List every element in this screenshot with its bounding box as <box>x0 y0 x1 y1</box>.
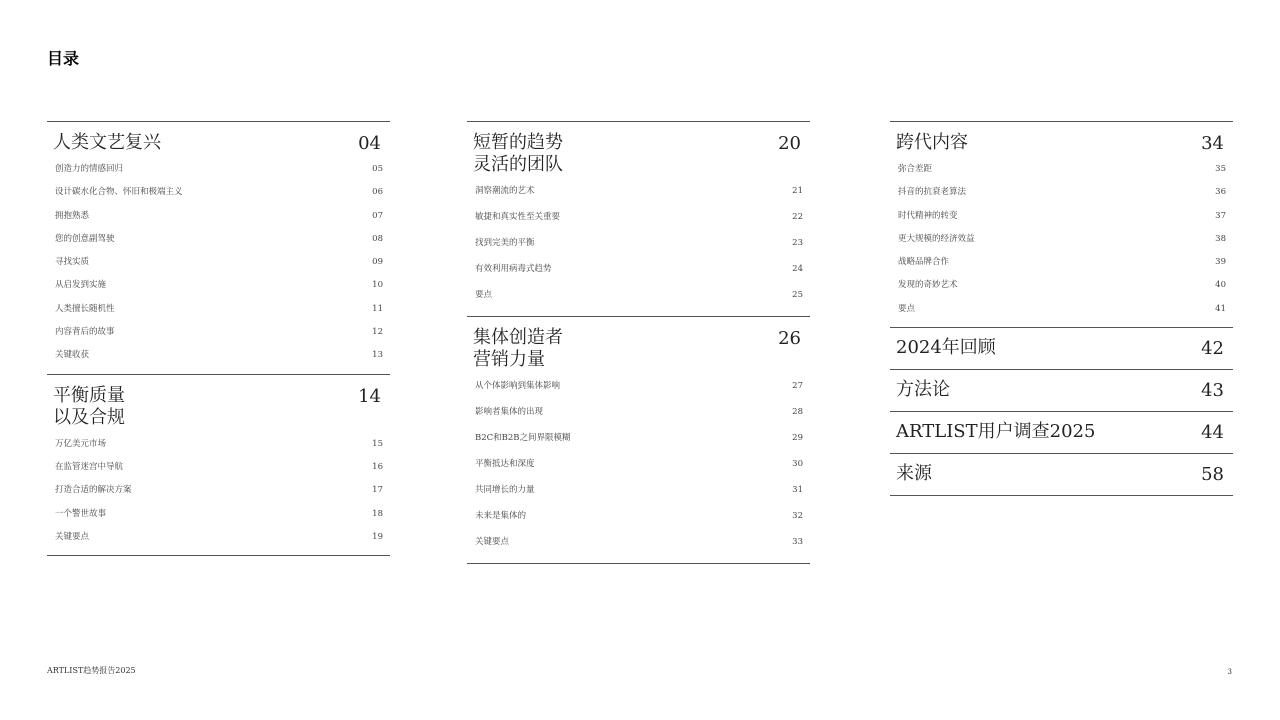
toc-section-header[interactable] <box>890 412 1233 453</box>
toc-subsection-item[interactable] <box>53 251 384 274</box>
toc-subsection-label: 弥合差距 <box>898 164 933 174</box>
toc-section-header[interactable] <box>467 122 810 176</box>
toc-subsection-page-number: 30 <box>792 459 803 469</box>
toc-subsection-label: 影响者集体的出现 <box>475 407 544 417</box>
toc-subsection-label: 发现的奇妙艺术 <box>898 280 958 291</box>
toc-subsection-item[interactable] <box>53 298 384 321</box>
toc-column-3 <box>890 121 1233 496</box>
toc-section-header[interactable] <box>890 370 1233 411</box>
toc-subsection-item[interactable] <box>53 433 384 456</box>
toc-subsection-label: 有效利用病毒式趋势 <box>475 264 552 274</box>
toc-subsection-item[interactable] <box>53 479 384 502</box>
toc-subsection-label: 更大规模的经济效益 <box>898 233 975 244</box>
toc-section-header[interactable] <box>890 122 1233 154</box>
toc-subsection-item[interactable] <box>473 258 804 284</box>
toc-subsection-label: 敏捷和真实性至关重要 <box>475 212 561 222</box>
toc-subsection-page-number: 37 <box>1215 210 1226 221</box>
toc-subsection-item[interactable] <box>473 531 804 557</box>
toc-subsection-item[interactable] <box>896 298 1227 321</box>
toc-subsection-item[interactable] <box>53 181 384 204</box>
toc-section-header[interactable] <box>47 122 390 154</box>
toc-section-page-number: 26 <box>778 328 801 349</box>
toc-subsection-label: 关键收获 <box>55 350 90 361</box>
toc-subsection-page-number: 24 <box>792 264 803 274</box>
toc-section[interactable] <box>890 121 1233 327</box>
toc-subsection-page-number: 07 <box>372 210 383 221</box>
toc-subsection-item[interactable] <box>896 251 1227 274</box>
toc-section-page-number: 58 <box>1201 464 1224 486</box>
toc-section-page-number: 42 <box>1201 338 1224 360</box>
toc-subsection-label: 在监管迷宫中导航 <box>55 461 124 472</box>
toc-subsection-item[interactable] <box>473 206 804 232</box>
toc-subsection-item[interactable] <box>53 158 384 181</box>
toc-subsection-label: 关键要点 <box>55 531 90 542</box>
toc-section-header[interactable] <box>890 328 1233 369</box>
toc-subsection-page-number: 11 <box>372 303 383 314</box>
toc-subsection-page-number: 32 <box>792 511 803 521</box>
toc-subsection-label: 打造合适的解决方案 <box>55 485 132 496</box>
toc-section[interactable] <box>47 121 390 374</box>
toc-subsection-page-number: 10 <box>372 280 383 291</box>
toc-subsection-item[interactable] <box>473 453 804 479</box>
toc-subsection-item[interactable] <box>53 228 384 251</box>
toc-section[interactable] <box>890 327 1233 369</box>
toc-subsection-label: 人类擅长随机性 <box>55 303 115 314</box>
toc-subsection-label: 拥抱熟悉 <box>55 210 90 221</box>
toc-section-title: 短暂的趋势 灵活的团队 <box>473 132 563 175</box>
toc-subsection-list <box>47 429 390 555</box>
toc-subsection-item[interactable] <box>53 503 384 526</box>
toc-subsection-page-number: 12 <box>372 327 383 338</box>
toc-section[interactable] <box>890 453 1233 496</box>
toc-section-header[interactable] <box>47 375 390 429</box>
toc-subsection-item[interactable] <box>473 505 804 531</box>
toc-subsection-label: 创造力的情感回归 <box>55 164 124 174</box>
toc-subsection-item[interactable] <box>896 181 1227 204</box>
toc-subsection-label: 内容背后的故事 <box>55 327 115 338</box>
toc-subsection-item[interactable] <box>53 274 384 297</box>
toc-subsection-page-number: 18 <box>372 508 383 519</box>
toc-column-1 <box>47 121 390 556</box>
toc-section-page-number: 43 <box>1201 380 1224 402</box>
toc-subsection-label: 找到完美的平衡 <box>475 238 535 248</box>
toc-section-page-number: 14 <box>358 385 381 407</box>
toc-subsection-list <box>890 154 1233 327</box>
toc-subsection-item[interactable] <box>896 205 1227 228</box>
page-title: 目录 <box>47 49 80 68</box>
toc-subsection-page-number: 36 <box>1215 187 1226 198</box>
toc-subsection-item[interactable] <box>473 479 804 505</box>
toc-subsection-item[interactable] <box>896 228 1227 251</box>
toc-subsection-label: 要点 <box>898 303 916 314</box>
toc-subsection-page-number: 25 <box>792 290 803 300</box>
toc-section-title: 跨代内容 <box>896 132 968 153</box>
toc-subsection-item[interactable] <box>53 344 384 367</box>
toc-section-title: 2024年回顾 <box>896 337 996 359</box>
toc-subsection-label: 从启发到实施 <box>55 280 107 291</box>
toc-subsection-label: 洞察潮流的艺术 <box>475 186 535 196</box>
toc-subsection-page-number: 15 <box>372 438 383 449</box>
toc-subsection-item[interactable] <box>53 205 384 228</box>
toc-subsection-page-number: 21 <box>792 186 803 196</box>
toc-subsection-list <box>467 176 810 316</box>
toc-subsection-label: 关键要点 <box>475 537 510 547</box>
toc-subsection-page-number: 16 <box>372 461 383 472</box>
toc-section-title: 人类文艺复兴 <box>53 132 161 153</box>
toc-subsection-page-number: 29 <box>792 433 803 443</box>
toc-subsection-list <box>467 371 810 563</box>
toc-section[interactable] <box>890 369 1233 411</box>
toc-subsection-label: 要点 <box>475 290 493 300</box>
toc-subsection-label: 万亿美元市场 <box>55 438 107 449</box>
toc-section-page-number: 20 <box>778 133 801 154</box>
footer-report-title: ARTLIST趋势报告2025 <box>47 666 136 675</box>
toc-subsection-item[interactable] <box>473 375 804 401</box>
toc-subsection-item[interactable] <box>473 427 804 453</box>
toc-subsection-page-number: 35 <box>1215 164 1226 174</box>
toc-subsection-item[interactable] <box>473 232 804 258</box>
toc-section-page-number: 04 <box>358 133 381 154</box>
toc-subsection-page-number: 19 <box>372 531 383 542</box>
toc-section-title: 来源 <box>896 463 932 485</box>
toc-subsection-page-number: 08 <box>372 233 383 244</box>
toc-section[interactable] <box>467 316 810 564</box>
toc-subsection-page-number: 23 <box>792 238 803 248</box>
toc-subsection-label: 设计碳水化合物、怀旧和极端主义 <box>55 187 183 198</box>
toc-subsection-page-number: 17 <box>372 485 383 496</box>
toc-section[interactable] <box>47 374 390 556</box>
toc-subsection-page-number: 28 <box>792 407 803 417</box>
toc-subsection-page-number: 22 <box>792 212 803 222</box>
toc-section-title: 集体创造者 营销力量 <box>473 327 563 370</box>
toc-subsection-page-number: 38 <box>1215 233 1226 244</box>
toc-section-header[interactable] <box>467 317 810 371</box>
toc-subsection-page-number: 13 <box>372 350 383 361</box>
toc-subsection-page-number: 31 <box>792 485 803 495</box>
footer-page-number: 3 <box>1227 668 1232 676</box>
toc-subsection-label: 平衡抵达和深度 <box>475 459 535 469</box>
toc-subsection-page-number: 27 <box>792 381 803 391</box>
toc-section-title: ARTLIST用户调查2025 <box>896 421 1096 443</box>
toc-subsection-page-number: 06 <box>372 187 383 198</box>
toc-subsection-item[interactable] <box>53 456 384 479</box>
toc-subsection-label: 战略品牌合作 <box>898 257 950 268</box>
toc-subsection-label: 抖音的抗衰老算法 <box>898 187 967 198</box>
toc-subsection-item[interactable] <box>896 274 1227 297</box>
toc-subsection-page-number: 09 <box>372 257 383 268</box>
toc-subsection-item[interactable] <box>53 321 384 344</box>
toc-subsection-label: 一个警世故事 <box>55 508 107 519</box>
toc-section-page-number: 34 <box>1201 133 1224 154</box>
toc-subsection-label: 从个体影响到集体影响 <box>475 381 561 391</box>
toc-subsection-list <box>47 154 390 374</box>
toc-section-header[interactable] <box>890 454 1233 495</box>
toc-section-page-number: 44 <box>1201 422 1224 444</box>
toc-subsection-label: 未来是集体的 <box>475 511 527 521</box>
toc-subsection-label: 寻找实质 <box>55 257 90 268</box>
toc-subsection-page-number: 33 <box>792 537 803 547</box>
toc-section-title: 方法论 <box>896 379 950 401</box>
toc-subsection-page-number: 41 <box>1215 303 1226 314</box>
toc-subsection-item[interactable] <box>473 180 804 206</box>
toc-column-2 <box>467 121 810 564</box>
toc-subsection-page-number: 40 <box>1215 280 1226 291</box>
toc-subsection-page-number: 05 <box>372 164 383 174</box>
toc-section[interactable] <box>467 121 810 316</box>
toc-section[interactable] <box>890 411 1233 453</box>
toc-subsection-item[interactable] <box>53 526 384 549</box>
toc-subsection-label: 您的创意副驾驶 <box>55 233 115 244</box>
toc-subsection-item[interactable] <box>473 284 804 310</box>
toc-section-title: 平衡质量 以及合规 <box>53 384 125 428</box>
toc-subsection-item[interactable] <box>473 401 804 427</box>
toc-subsection-item[interactable] <box>896 158 1227 181</box>
toc-subsection-label: 时代精神的转变 <box>898 210 958 221</box>
toc-subsection-page-number: 39 <box>1215 257 1226 268</box>
toc-subsection-label: B2C和B2B之间界限模糊 <box>475 433 571 443</box>
toc-subsection-label: 共同增长的力量 <box>475 485 535 495</box>
